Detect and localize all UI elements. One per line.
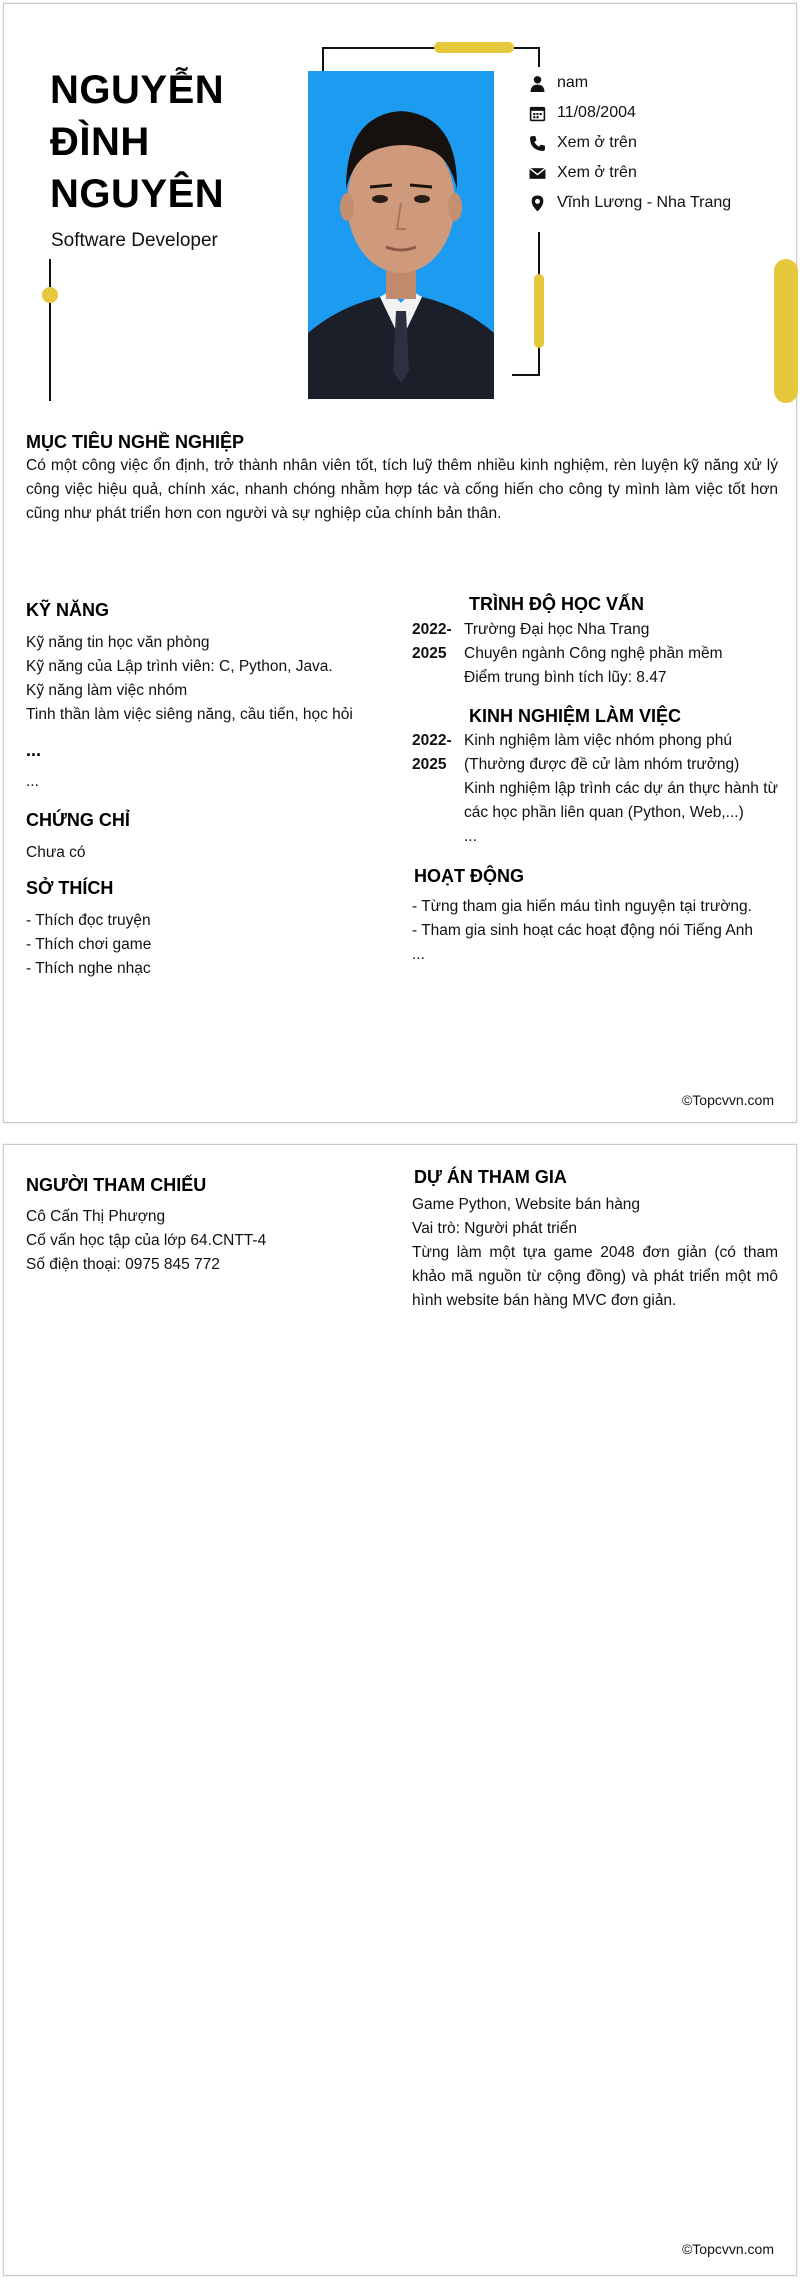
phone-value: Xem ở trên [557, 134, 637, 151]
experience-entry [412, 729, 778, 849]
education-line: Điểm trung bình tích lũy: 8.47 [464, 669, 667, 686]
extra-heading: ... [26, 740, 42, 760]
person-icon [529, 75, 546, 92]
education-years [412, 618, 464, 690]
hobbies-heading: SỞ THÍCH [26, 878, 114, 898]
references-heading: NGƯỜI THAM CHIẾU [26, 1175, 207, 1195]
skills-list [26, 631, 353, 727]
skill-item: Kỹ năng của Lập trình viên: C, Python, Java. [26, 658, 333, 675]
contact-email [529, 162, 637, 184]
contact-birthday [529, 102, 636, 124]
calendar-icon [529, 105, 546, 122]
location-pin-icon [529, 195, 546, 212]
activity-item: ... [412, 946, 425, 963]
hobby-item: - Thích nghe nhạc [26, 960, 151, 977]
hobby-item: - Thích chơi game [26, 936, 152, 953]
education-line: Chuyên ngành Công nghệ phần mềm [464, 645, 723, 662]
activities-heading: HOẠT ĐỘNG [414, 866, 524, 886]
name-line-1: NGUYỄN [50, 68, 225, 112]
education-line: Trường Đại học Nha Trang [464, 621, 650, 638]
activity-item: - Tham gia sinh hoạt các hoạt động nói Tiếng Anh [412, 922, 753, 939]
activity-item: - Từng tham gia hiến máu tình nguyện tại trường. [412, 898, 752, 915]
project-entry [412, 1193, 778, 1313]
portrait-icon [308, 71, 494, 399]
experience-line: (Thường được đề cử làm nhóm trưởng) [464, 756, 740, 773]
gender-value: nam [557, 74, 589, 91]
experience-year-start: 2022- [412, 732, 452, 749]
projects-heading: DỰ ÁN THAM GIA [414, 1167, 567, 1187]
extra-text: ... [26, 773, 39, 790]
experience-line: Kinh nghiệm làm việc nhóm phong phú [464, 732, 732, 749]
experience-details [464, 729, 778, 849]
education-year-start: 2022- [412, 621, 452, 638]
project-description: Từng làm một tựa game 2048 đơn giản (có tham khảo mã nguồn từ cộng đồng) và phát triển một mô hình website bán hàng MVC đơn giản. [412, 1244, 778, 1309]
certificates-text: Chưa có [26, 844, 86, 861]
cv-page-1 [3, 3, 797, 1123]
decor-left-line [49, 259, 51, 401]
hobbies-list [26, 909, 151, 981]
job-title: Software Developer [51, 230, 218, 251]
cv-page-2 [3, 1144, 797, 2276]
phone-icon [529, 135, 546, 152]
education-entry [412, 618, 778, 690]
email-value: Xem ở trên [557, 164, 637, 181]
profile-photo [308, 71, 494, 399]
education-heading: TRÌNH ĐỘ HỌC VẤN [469, 594, 644, 614]
skills-heading: KỸ NĂNG [26, 600, 110, 620]
decor-right-bar [534, 274, 544, 348]
experience-years [412, 729, 464, 849]
name-block [50, 64, 224, 220]
address-value: Vĩnh Lương - Nha Trang [557, 194, 732, 211]
name-line-3: NGUYÊN [50, 172, 225, 216]
decor-frame-bottom [512, 374, 540, 376]
contact-address [529, 192, 731, 214]
contact-gender [529, 72, 588, 94]
objective-text: Có một công việc ổn định, trở thành nhân viên tốt, tích luỹ thêm nhiều kinh nghiệm, rèn luyện kỹ năng xử lý công việc hiệu quả, chính xác, nhanh chóng nhằm hợp tác và cống hiến cho công ty mình làm việc tốt hơn cũng như phát triển hơn con người và sự nghiệp của chính bản thân. [26, 457, 778, 522]
project-role: Vai trò: Người phát triển [412, 1220, 577, 1237]
birthday-value: 11/08/2004 [557, 104, 636, 121]
education-year-end: 2025 [412, 645, 447, 662]
hobby-item: - Thích đọc truyện [26, 912, 151, 929]
contact-phone [529, 132, 637, 154]
decor-top-bar [434, 42, 514, 53]
decor-edge-bar [774, 259, 798, 403]
activities-list [412, 895, 753, 967]
experience-heading: KINH NGHIỆM LÀM VIỆC [469, 706, 682, 726]
name-line-2: ĐÌNH [50, 120, 150, 164]
experience-line: Kinh nghiệm lập trình các dự án thực hành từ các học phần liên quan (Python, Web,...) [464, 780, 778, 821]
skill-item: Kỹ năng tin học văn phòng [26, 634, 210, 651]
reference-item: Số điện thoại: 0975 845 772 [26, 1256, 220, 1273]
experience-line: ... [464, 828, 477, 845]
skill-item: Kỹ năng làm việc nhóm [26, 682, 188, 699]
reference-item: Cố vấn học tập của lớp 64.CNTT-4 [26, 1232, 267, 1249]
education-details [464, 618, 778, 690]
references-list [26, 1205, 266, 1277]
decor-frame-right-top [538, 47, 540, 67]
footer-credit: ©Topcvvn.com [681, 2241, 774, 2257]
experience-year-end: 2025 [412, 756, 447, 773]
footer-credit: ©Topcvvn.com [681, 1092, 774, 1108]
certificates-heading: CHỨNG CHỈ [26, 810, 130, 830]
envelope-icon [529, 165, 546, 182]
skill-item: Tinh thần làm việc siêng năng, cầu tiến, học hỏi [26, 706, 353, 723]
decor-left-dot [42, 287, 58, 303]
objective-heading: MỤC TIÊU NGHỀ NGHIỆP [26, 432, 245, 452]
reference-item: Cô Cấn Thị Phượng [26, 1208, 166, 1225]
project-name: Game Python, Website bán hàng [412, 1196, 641, 1213]
